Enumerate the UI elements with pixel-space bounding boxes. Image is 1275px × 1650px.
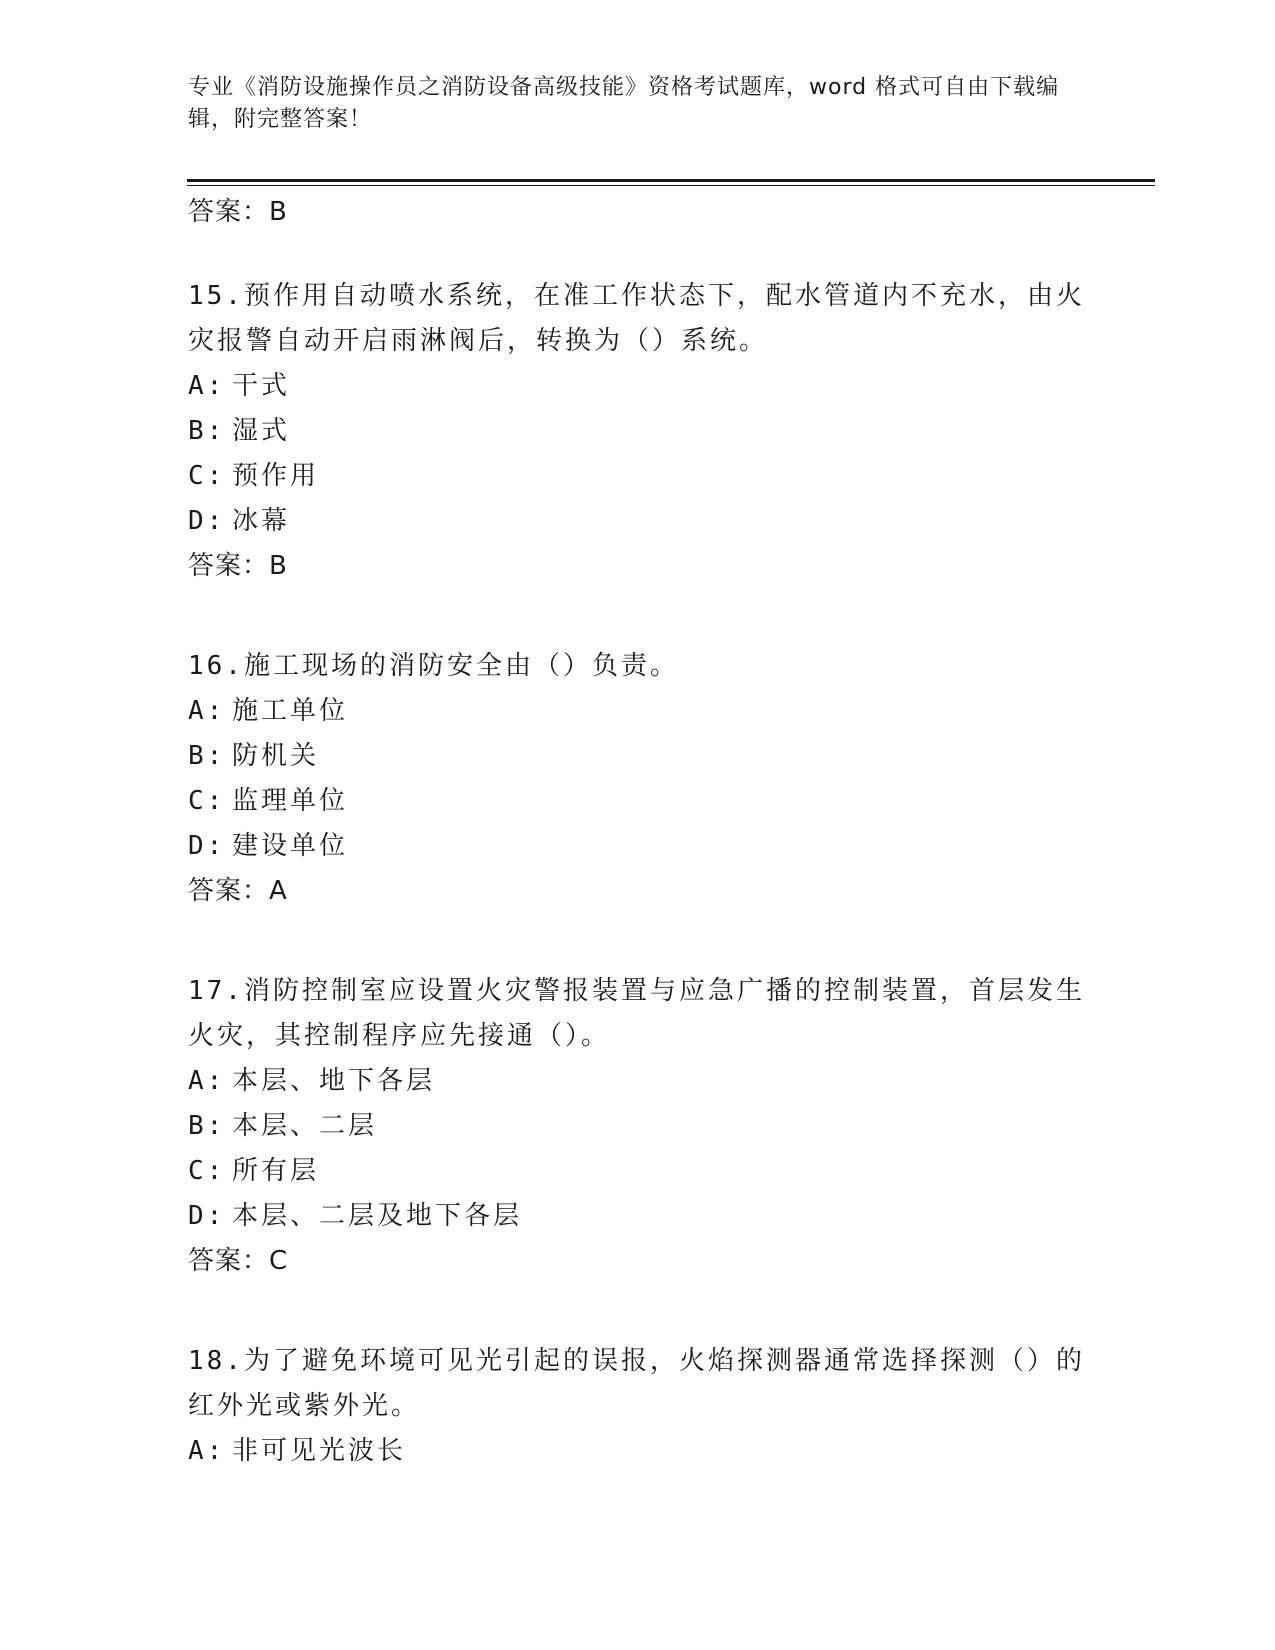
option-b: [188, 1104, 1088, 1149]
option-key: B:: [188, 416, 226, 446]
option-text: 本层、地下各层: [232, 1066, 436, 1096]
option-text: 本层、二层: [232, 1111, 378, 1141]
question-stem: 15.预作用自动喷水系统，在准工作状态下，配水管道内不充水，由火灾报警自动开启雨淋阀后，转换为（）系统。: [188, 281, 1085, 356]
option-text: 本层、二层及地下各层: [232, 1201, 523, 1231]
question-stem: 17.消防控制室应设置火灾警报装置与应急广播的控制装置，首层发生火灾，其控制程序应先接通（）。: [188, 976, 1085, 1051]
option-key: A:: [188, 1436, 226, 1466]
question-stem: 18.为了避免环境可见光引起的误报，火焰探测器通常选择探测（）的红外光或紫外光。: [188, 1346, 1085, 1421]
question-item: [188, 969, 1088, 1283]
option-d: [188, 1194, 1088, 1239]
option-text: 施工单位: [232, 696, 349, 726]
option-text: 所有层: [232, 1156, 320, 1186]
question-stem: 16.施工现场的消防安全由（）负责。: [188, 651, 679, 681]
option-c: [188, 779, 1088, 824]
header-divider: [187, 179, 1155, 182]
option-key: A:: [188, 1066, 226, 1096]
option-text: 非可见光波长: [232, 1436, 407, 1466]
option-a: [188, 1059, 1088, 1104]
option-key: C:: [188, 461, 226, 491]
option-key: D:: [188, 831, 226, 861]
page-header: 专业《消防设施操作员之消防设备高级技能》资格考试题库，word 格式可自由下载编辑，附完整答案！: [188, 75, 1060, 132]
option-text: 监理单位: [232, 786, 349, 816]
option-c: [188, 454, 1088, 499]
option-text: 干式: [232, 371, 291, 401]
option-key: B:: [188, 1111, 226, 1141]
answer-line: 答案：B: [188, 551, 288, 581]
answer-line: 答案：A: [188, 876, 288, 906]
option-key: A:: [188, 371, 226, 401]
option-a: [188, 1429, 1088, 1474]
option-text: 冰幕: [232, 506, 291, 536]
option-key: C:: [188, 1156, 226, 1186]
option-key: D:: [188, 506, 226, 536]
answer-line: 答案：B: [188, 197, 288, 227]
option-a: [188, 364, 1088, 409]
question-list: [188, 190, 1088, 1474]
answer-line: 答案：C: [188, 1246, 289, 1276]
option-d: [188, 499, 1088, 544]
option-d: [188, 824, 1088, 869]
option-text: 防机关: [232, 741, 320, 771]
question-item: [188, 1339, 1088, 1474]
option-b: [188, 734, 1088, 779]
question-item: [188, 644, 1088, 913]
option-text: 湿式: [232, 416, 291, 446]
option-key: A:: [188, 696, 226, 726]
question-item: [188, 274, 1088, 588]
option-b: [188, 409, 1088, 454]
header-divider-thin: [187, 185, 1155, 186]
option-key: C:: [188, 786, 226, 816]
option-a: [188, 689, 1088, 734]
option-text: 建设单位: [232, 831, 349, 861]
option-key: D:: [188, 1201, 226, 1231]
option-text: 预作用: [232, 461, 320, 491]
option-key: B:: [188, 741, 226, 771]
option-c: [188, 1149, 1088, 1194]
